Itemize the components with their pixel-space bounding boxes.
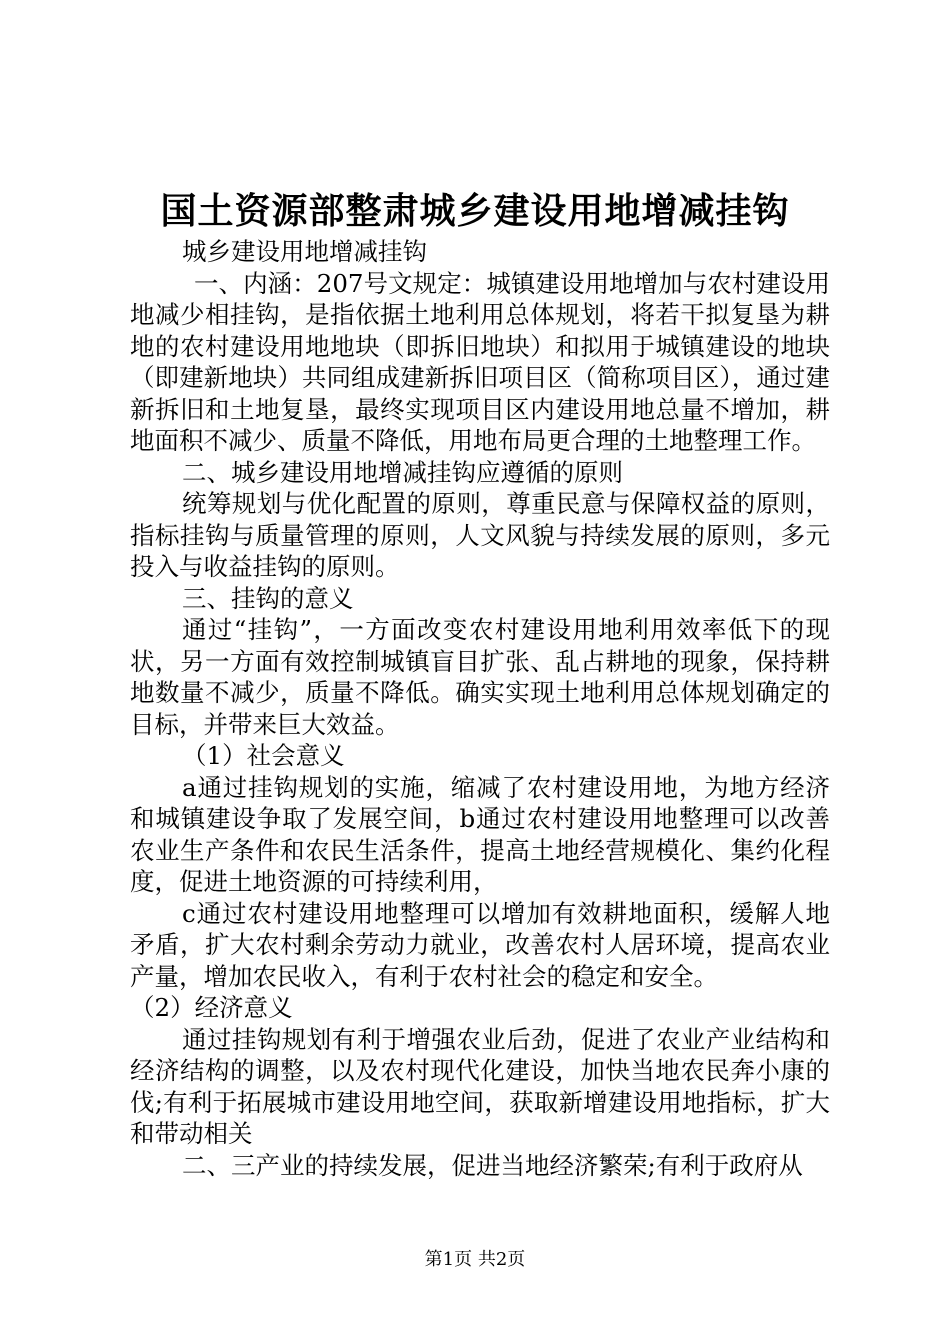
document-body [130, 236, 830, 1181]
paragraph-subtitle: 城乡建设用地增减挂钩 [182, 237, 427, 266]
heading-social-significance: （1）社会意义 [182, 741, 345, 770]
paragraph-significance: 通过“挂钩”，一方面改变农村建设用地利用效率低下的现状，另一方面有效控制城镇盲目扩张、乱占耕地的现象，保持耕地数量不减少，质量不降低。确实实现土地利用总体规划确定的目标，并带来巨大效益。 [130, 615, 830, 739]
paragraph-economic: 通过挂钩规划有利于增强农业后劲，促进了农业产业结构和经济结构的调整，以及农村现代化建设，加快当地农民奔小康的伐;有利于拓展城市建设用地空间，获取新增建设用地指标，扩大和带动相关 [130, 1024, 830, 1148]
paragraph-principles: 统筹规划与优化配置的原则，尊重民意与保障权益的原则，指标挂钩与质量管理的原则，人文风貌与持续发展的原则，多元投入与收益挂钩的原则。 [130, 489, 830, 581]
heading-principles: 二、城乡建设用地增减挂钩应遵循的原则 [182, 457, 623, 487]
paragraph-social-c: c通过农村建设用地整理可以增加有效耕地面积，缓解人地矛盾，扩大农村剩余劳动力就业，改善农村人居环境，提高农业产量，增加农民收入，有利于农村社会的稳定和安全。 [130, 898, 830, 991]
heading-significance: 三、挂钩的意义 [182, 583, 354, 613]
paragraph-social-a-b: a通过挂钩规划的实施，缩减了农村建设用地，为地方经济和城镇建设争取了发展空间，b通过农村建设用地整理可以改善农业生产条件和农民生活条件，提高土地经营规模化、集约化程度，促进土地资源的可持续利用， [130, 772, 830, 896]
page-number-footer: 第1页 共2页 [424, 1249, 526, 1270]
document-title: 国土资源部整肃城乡建设用地增减挂钩 [160, 190, 790, 232]
paragraph-connotation: 一、内涵：207号文规定：城镇建设用地增加与农村建设用地减少相挂钩，是指依据土地利用总体规划，将若干拟复垦为耕地的农村建设用地地块（即拆旧地块）和拟用于城镇建设的地块（即建新地块）共同组成建新拆旧项目区（简称项目区），通过建新拆旧和土地复垦，最终实现项目区内建设用地总量不增加，耕地面积不减少、质量不降低，用地布局更合理的土地整理工作。 [130, 268, 830, 455]
heading-economic-significance: （2）经济意义 [130, 993, 293, 1022]
paragraph-economic-continued: 二、三产业的持续发展，促进当地经济繁荣;有利于政府从 [182, 1150, 803, 1180]
